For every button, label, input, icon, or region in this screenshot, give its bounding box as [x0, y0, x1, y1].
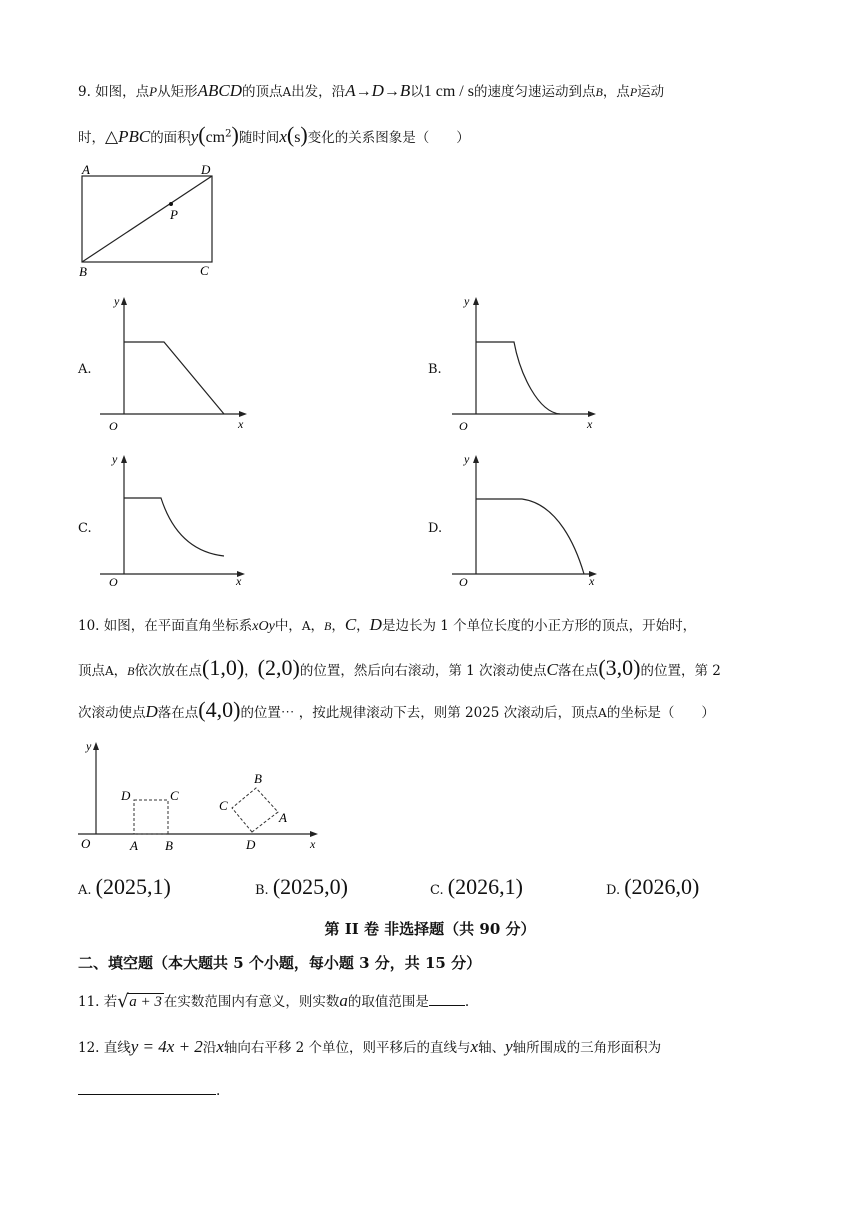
svg-text:A: A: [130, 838, 138, 853]
q10-choice-a[interactable]: A. (2025,1): [78, 874, 171, 899]
q10-line-2: 顶点A，B依次放在点(1,0)，(2,0)的位置，然后向右滚动，第 1 次滚动使点C落在点(3,0)的位置，第 2: [78, 655, 721, 680]
svg-text:D: D: [121, 788, 131, 803]
svg-text:y: y: [114, 294, 120, 308]
svg-text:A: A: [279, 810, 287, 825]
q9-option-b-label: B.: [428, 362, 442, 377]
q9-line-2: 时，△PBC的面积$y(cm^2)$随时间x(s)变化的关系图象是（ ）: [78, 122, 470, 147]
q10-choice-b[interactable]: B. (2025,0): [255, 874, 348, 899]
q11-answer-blank[interactable]: [429, 991, 465, 1006]
q12-line: 12. 直线y = 4x + 2沿x轴向右平移 2 个单位，则平移后的直线与x轴、y轴所围成的三角形面积为: [78, 1037, 662, 1056]
svg-text:D: D: [246, 837, 256, 852]
q9-option-a-label: A.: [78, 362, 92, 377]
svg-text:O: O: [109, 575, 118, 589]
svg-text:x: x: [236, 574, 242, 588]
svg-text:y: y: [464, 452, 470, 466]
q11-line: 11. 若 √ a + 3 在实数范围内有意义，则实数a的取值范围是 .: [78, 991, 470, 1012]
q10-line-3: 次滚动使点D落在点(4,0)的位置⋯ ，按此规律滚动下去，则第 2025 次滚动后，顶点A的坐标是（ ）: [78, 697, 715, 722]
sqrt-expression: √ a + 3: [117, 991, 162, 1012]
q9-option-d-label: D.: [428, 521, 443, 536]
svg-text:x: x: [587, 417, 593, 431]
q9-option-d-graph[interactable]: [448, 452, 608, 590]
fig-label-B: B: [79, 264, 87, 279]
svg-text:y: y: [112, 452, 118, 466]
fig-label-D: D: [201, 162, 211, 177]
q10-coordinate-figure: [76, 738, 326, 856]
section-2-title: 第 II 卷 非选择题（共 90 分）: [324, 920, 536, 938]
svg-text:B: B: [165, 838, 173, 853]
svg-text:x: x: [589, 574, 595, 588]
svg-text:O: O: [81, 836, 91, 851]
svg-text:B: B: [254, 771, 262, 786]
svg-text:y: y: [464, 294, 470, 308]
svg-text:C: C: [219, 798, 228, 813]
q10-line-1: 10. 如图，在平面直角坐标系xOy中，A，B，C，D是边长为 1 个单位长度的小正方形的顶点，开始时，: [78, 615, 697, 634]
fig-label-C: C: [200, 263, 209, 278]
fig-label-A: A: [82, 162, 90, 177]
svg-text:y: y: [86, 739, 92, 753]
q9-option-b-graph[interactable]: [448, 294, 608, 434]
q9-line-1: 9. 如图，点P从矩形ABCD的顶点A出发，沿A→D→B以1 cm / s的速度匀速运动到点B，点P运动: [78, 81, 665, 100]
fill-in-heading: 二、填空题（本大题共 5 个小题，每小题 3 分，共 15 分）: [78, 954, 482, 972]
fig-label-P: P: [170, 207, 178, 222]
q9-option-a-graph[interactable]: [96, 294, 256, 434]
svg-text:O: O: [109, 419, 118, 433]
svg-text:C: C: [170, 788, 179, 803]
svg-text:O: O: [459, 419, 468, 433]
q9-option-c-graph[interactable]: [96, 452, 256, 590]
svg-text:x: x: [238, 417, 244, 431]
q10-choice-d[interactable]: D. (2026,0): [606, 874, 700, 899]
q12-answer-line: .: [78, 1080, 220, 1099]
q12-answer-blank[interactable]: [78, 1080, 216, 1095]
svg-text:x: x: [310, 837, 316, 851]
q9-option-c-label: C.: [78, 521, 92, 536]
q10-choice-c[interactable]: C. (2026,1): [430, 874, 523, 899]
q9-rectangle-figure: [76, 162, 226, 280]
svg-text:O: O: [459, 575, 468, 589]
